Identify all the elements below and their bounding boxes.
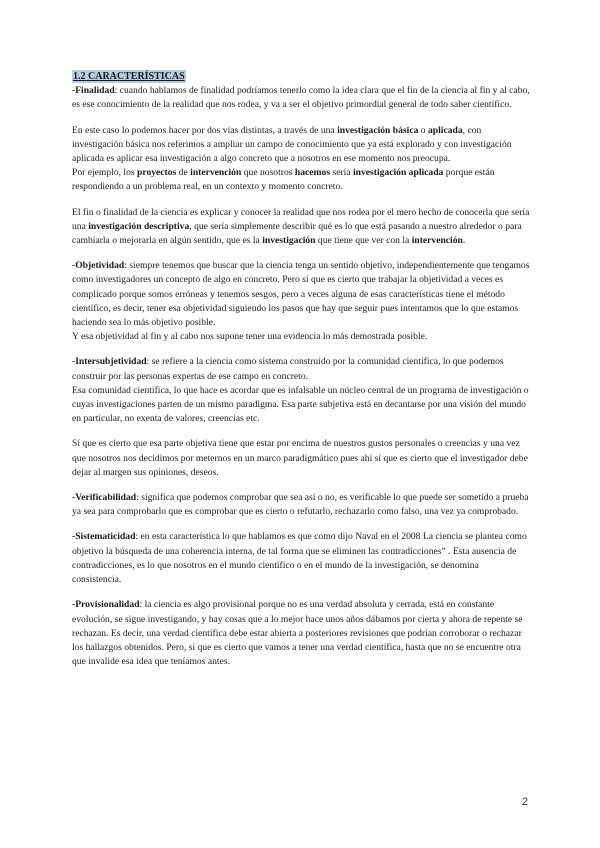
text-run: que tiene que ver con la <box>315 235 412 247</box>
bold-term: investigación aplicada <box>352 167 444 179</box>
bold-term: intervención <box>190 167 242 179</box>
paragraph <box>72 384 530 427</box>
text-run: : en esta característica lo que hablamos es que como dijo Naval en el 2008 La ciencia se plantea como objetivo la búsqueda de una coherencia interna, de tal forma que se eliminen las contradicciones” . Esta ausencia de contradicciones, es lo que nosotros en el mundo científico o en el mundo de la investigación, se denomina consistencia. <box>72 531 527 586</box>
paragraph <box>72 530 530 587</box>
text-run: , que sería simplemente describir qué es lo que está pasando a nuestro alrededor o para cambiarla o mejorarla en algún sentido, que es la <box>72 220 522 247</box>
paragraph <box>72 437 530 480</box>
paragraph <box>72 206 530 249</box>
text-run: porque están respondiendo a un problema real, en un contexto y momento concreto. <box>72 167 495 193</box>
text-run: El fin o finalidad de la ciencia es explicar y conocer la realidad que nos rodea por el mero hecho de conocerla que sería una <box>72 206 530 232</box>
bold-term: aplicada <box>427 124 463 136</box>
text-run: Y esa objetividad al fin y al cabo nos supone tener una evidencia lo más demostrada posible. <box>72 331 428 343</box>
bold-term: -Provisionalidad <box>72 599 140 611</box>
text-run: que nosotros <box>241 167 295 179</box>
bold-term: intervención <box>411 235 463 247</box>
text-run: Sí que es cierto que esa parte objetiva tiene que estar por encima de nuestros gustos personales o creencias y una vez que nosotros nos decidimos por meternos en un marco paradigmático pues ahí sí que es cierto que el investigador debe dejar al margen sus opiniones, deseos. <box>72 438 528 478</box>
section-heading-wrapper <box>72 70 530 84</box>
paragraph <box>72 355 530 383</box>
section-heading: 1.2 CARACTERÍSTICAS <box>73 71 185 82</box>
text-run: : cuando hablamos de finalidad podríamos tenerlo como la idea clara que el fin de la ciencia al fin y al cabo, es ese conocimiento de la realidad que nos rodea, y va a ser el objetivo primordial general de todo saber científico. <box>72 85 530 111</box>
bold-term: proyectos <box>137 167 177 179</box>
bold-term: -Finalidad <box>72 85 115 97</box>
text-run: En este caso lo podemos hacer por dos vías distintas, a través de una <box>72 124 338 136</box>
text-run: Por ejemplo, los <box>72 167 138 179</box>
paragraph <box>72 491 530 519</box>
text-run: o <box>418 124 428 136</box>
paragraph <box>72 166 530 194</box>
text-run: Esa comunidad científica, lo que hace es acordar que es infalsable un núcleo central de un programa de investigación o cuyas investigaciones parten de un mismo paradigma. Esa parte subjetiva está en decantarse por una visión del mundo en particular, no exenta de valores, creencias etc. <box>72 384 529 425</box>
bold-term: -Verificabilidad <box>72 492 137 504</box>
text-run: sería <box>330 167 353 179</box>
text-run: de <box>176 167 191 179</box>
text-run: . <box>462 235 466 247</box>
paragraph <box>72 124 530 167</box>
paragraph <box>72 259 530 330</box>
text-run: : la ciencia es algo provisional porque no es una verdad absoluta y cerrada, está en constante evolución, se sigue investigando, y hay cosas que a lo mejor hace unos años dábamos por cierta y ahora de repente se rechazan. Es decir, una verdad científica debe estar abierta a posteriores revisiones que podrían corroborar o rechazar los hallazgos obtenidos. Pero, si que es cierto que vamos a tener una verdad científica, hasta que no se encuentre otra que invalide esa idea que teníamos antes. <box>72 599 523 668</box>
bold-term: investigación <box>262 235 316 247</box>
paragraph <box>72 84 530 112</box>
bold-term: -Sistematicidad <box>72 531 136 543</box>
bold-term: investigación básica <box>337 124 419 136</box>
text-run: : significa que podemos comprobar que sea así o no, es verificable lo que puede ser sometido a prueba ya sea para comprobarlo que es comprobar que es cierto o refutarlo, rechazarlo como falso, una vez ya comprobado. <box>72 492 529 518</box>
paragraph <box>72 330 530 344</box>
bold-term: hacemos <box>294 167 331 179</box>
text-run: : siempre tenemos que buscar que la ciencia tenga un sentido objetivo, independientemente que tengamos como investigadores un concepto de algo en concreto. Pero sí que es cierto que trabajar la objetividad a veces es complicado porque somos erróneas y tenemos sesgos, pero a veces alguna de esas características tiene el método científico, es decir, tener esa objetividad siguiendo los pasos que hay que seguir pues intentamos que lo que estamos haciendo sea lo más objetivo posible. <box>72 260 530 329</box>
text-run: , con investigación básica nos referimos a ampliar un campo de conocimiento que ya está explorado y con investigación aplicada es aplicar esa investigación a algo concreto que a nosotros en ese momento nos preocupa. <box>72 124 512 165</box>
paragraph-list <box>72 84 530 669</box>
page-number: 2 <box>521 796 528 808</box>
text-run: : se refiere a la ciencia como sistema construido por la comunidad científica, lo que podemos construir por las personas expertas de ese campo en concreto. <box>72 356 504 382</box>
bold-term: -Intersubjetividad <box>72 356 147 368</box>
page-content <box>72 70 530 669</box>
paragraph <box>72 598 530 669</box>
bold-term: investigación descriptiva <box>88 220 190 232</box>
bold-term: -Objetividad <box>72 260 125 272</box>
